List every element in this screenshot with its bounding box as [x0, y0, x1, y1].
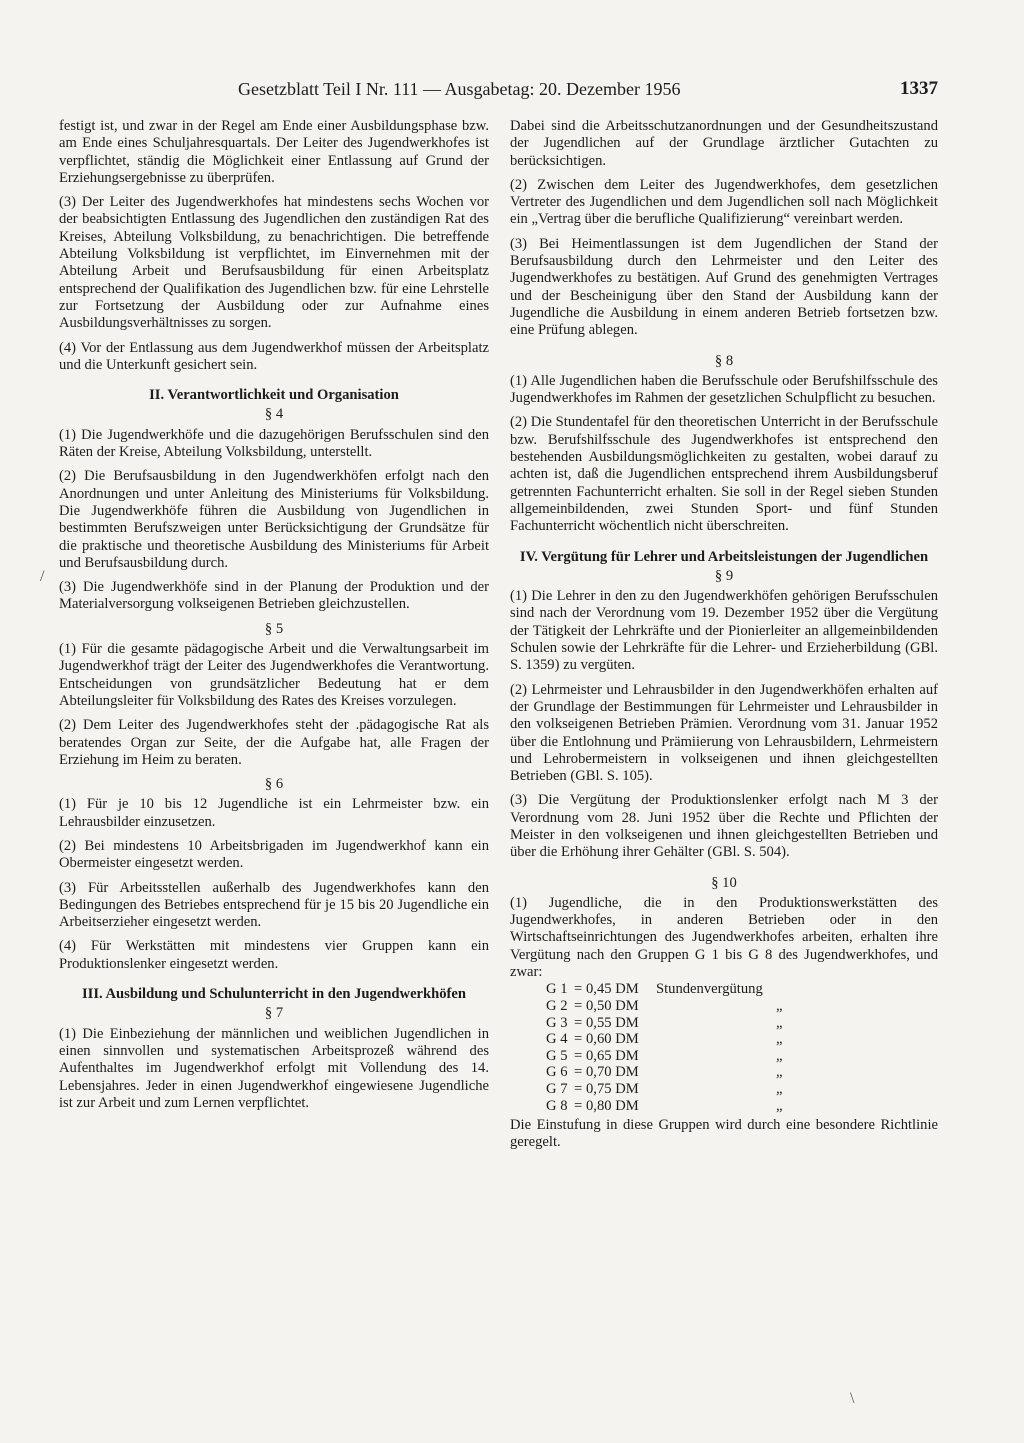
table-cell-value: 0,65 DM	[586, 1047, 639, 1064]
header-title: Gesetzblatt Teil I Nr. 111 — Ausgabetag: 20. Dezember 1956	[238, 79, 681, 99]
table-cell-eq: =	[574, 981, 583, 998]
pay-groups-table	[546, 981, 786, 1114]
table-cell-eq: =	[574, 1080, 583, 1097]
section-number: § 6	[264, 776, 284, 793]
table-row	[546, 1031, 786, 1048]
left-column	[59, 118, 489, 1119]
paragraph: (1) Für die gesamte pädagogische Arbeit und die Verwaltungsarbeit im Jugendwerkhof trägt der Leiter des Jugendwerkhofes die Verantwortung. Entscheidungen von grundsätzlicher Bedeutung hat er dem Abteilungsleiter für Volksbildung des Rates des Kreises vorzulegen.	[59, 641, 489, 709]
table-row	[546, 981, 786, 998]
paragraph: (1) Jugendliche, die in den Produktionswerkstätten des Jugendwerkhofes, in anderen Betrieben oder in den Wirtschaftseinrichtungen des Jugendwerkhofes arbeiten, erhalten ihre Vergütung nach den Gruppen G 1 bis G 8 des Jugendwerkhofes, und zwar:	[510, 894, 938, 981]
paragraph: (4) Für Werkstätten mit mindestens vier Gruppen kann ein Produktionslenker eingesetzt werden.	[59, 938, 489, 972]
table-cell-group: G 8	[546, 1097, 568, 1114]
table-cell-unit: „	[776, 1097, 783, 1114]
table-row	[546, 1098, 786, 1115]
section-heading: III. Ausbildung und Schulunterricht in den Jugendwerkhöfen	[81, 986, 467, 1003]
table-cell-group: G 2	[546, 997, 568, 1014]
paragraph: (1) Die Jugendwerkhöfe und die dazugehörigen Berufsschulen sind den Räten der Kreise, Abteilung Volksbildung, unterstellt.	[59, 426, 489, 461]
table-cell-unit: „	[776, 1014, 783, 1031]
paragraph: Die Einstufung in diese Gruppen wird durch eine besondere Richtlinie geregelt.	[510, 1117, 938, 1151]
paragraph: (3) Bei Heimentlassungen ist dem Jugendlichen der Stand der Berufsausbildung durch den Lehrmeister und den Leiter des Jugendwerkhofes zu bestätigen. Auf Grund des genehmigten Vertrages und der Bescheinigung über den Stand der Ausbildung kann der Jugendliche die Ausbildung in einem anderen Betrieb fortsetzen bzw. eine Prüfung ablegen.	[510, 235, 938, 339]
table-cell-eq: =	[574, 1064, 583, 1081]
paragraph: (1) Die Lehrer in den zu den Jugendwerkhöfen gehörigen Berufsschulen sind nach der Verordnung vom 19. Dezember 1952 über die Vergütung der Tätigkeit der Lehrkräfte und der Pionierleiter an allgemeinbildenden Schulen sowie der Lehrkräfte für die Lehrer- und Erzieherbildung (GBl. S. 1359) zu vergüten.	[510, 588, 938, 674]
table-cell-group: G 5	[546, 1047, 568, 1064]
table-cell-eq: =	[574, 1097, 583, 1114]
paragraph: (3) Der Leiter des Jugendwerkhofes hat mindestens sechs Wochen vor der beabsichtigten Entlassung des Jugendlichen den zuständigen Rat des Kreises, Abteilung Volksbildung, zu benachrichtigen. Die betreffende Abteilung Volksbildung ist verpflichtet, im Einvernehmen mit der Abteilung Arbeit und Berufsausbildung für einen Arbeitsplatz entsprechend der Qualifikation des Jugendlichen bzw. für eine Lehrstelle zur Fortsetzung der Ausbildung oder zur Aufnahme eines Ausbildungsverhältnisses zu sorgen.	[59, 194, 489, 332]
table-cell-eq: =	[574, 1047, 583, 1064]
paragraph: (2) Bei mindestens 10 Arbeitsbrigaden im Jugendwerkhof kann ein Obermeister eingesetzt werden.	[59, 837, 489, 872]
section-number: § 7	[264, 1005, 284, 1022]
table-cell-group: G 1	[546, 981, 568, 998]
paragraph: (1) Für je 10 bis 12 Jugendliche ist ein Lehrmeister bzw. ein Lehrausbilder einzusetzen.	[59, 796, 489, 830]
margin-mark: \	[850, 1390, 855, 1407]
paragraph: festigt ist, und zwar in der Regel am Ende einer Ausbildungsphase bzw. am Ende eines Schuljahresquartals. Der Leiter des Jugendwerkhofes ist verpflichtet, ständig die Möglichkeit einer Entlassung auf Grund der Erziehungsergebnisse zu überprüfen.	[59, 118, 489, 186]
table-cell-eq: =	[574, 997, 583, 1014]
table-cell-group: G 4	[546, 1031, 568, 1048]
table-cell-unit: „	[776, 1064, 783, 1081]
paragraph: (2) Zwischen dem Leiter des Jugendwerkhofes, dem gesetzlichen Vertreter des Jugendlichen und dem Jugendlichen soll nach Möglichkeit ein „Vertrag über die berufliche Qualifizierung“ vereinbart werden.	[510, 176, 938, 228]
table-cell-value: 0,55 DM	[586, 1014, 639, 1031]
table-cell-group: G 7	[546, 1080, 568, 1097]
section-heading: IV. Vergütung für Lehrer und Arbeitsleistungen der Jugendlichen	[519, 548, 929, 565]
table-cell-unit: „	[776, 1047, 783, 1064]
right-column	[510, 118, 938, 1159]
paragraph: (3) Die Vergütung der Produktionslenker erfolgt nach M 3 der Verordnung vom 28. Juni 1952 über die Rechte und Pflichten der Meister in den volkseigenen und ihnen gleichgestellten Betrieben und über die Erhöhung ihrer Gehälter (GBl. S. 504).	[510, 792, 938, 861]
table-row	[546, 1048, 786, 1065]
table-cell-unit: „	[776, 997, 783, 1014]
table-cell-value: 0,70 DM	[586, 1064, 639, 1081]
page-header	[238, 76, 938, 102]
table-cell-value: 0,60 DM	[586, 1031, 639, 1048]
section-number: § 8	[714, 352, 734, 369]
table-row	[546, 998, 786, 1015]
table-cell-group: G 3	[546, 1014, 568, 1031]
table-row	[546, 1064, 786, 1081]
paragraph: Dabei sind die Arbeitsschutzanordnungen und der Gesundheitszustand der Jugendlichen auf der Grundlage ärztlicher Gutachten zu berücksichtigen.	[510, 118, 938, 169]
table-row	[546, 1015, 786, 1032]
section-heading: II. Verantwortlichkeit und Organisation	[149, 387, 399, 404]
margin-mark: /	[40, 568, 45, 585]
section-number: § 4	[264, 406, 284, 423]
table-cell-value: 0,80 DM	[586, 1097, 639, 1114]
paragraph: (2) Lehrmeister und Lehrausbilder in den Jugendwerkhöfen erhalten auf der Grundlage der Bestimmungen für Lehrmeister und Lehrausbilder in den volkseigenen Betrieben Prämien. Verordnung vom 31. Januar 1952 über die Entlohnung und Prämiierung von Lehrausbildern, Lehrmeistern und Lehrobermeistern in volkseigenen und ihnen gleichgestellten Betrieben (GBl. S. 105).	[510, 681, 938, 785]
table-cell-eq: =	[574, 1031, 583, 1048]
page-number: 1337	[900, 78, 938, 99]
paragraph: (3) Die Jugendwerkhöfe sind in der Planung der Produktion und der Materialversorgung volkseigenen Betrieben gleichzustellen.	[59, 579, 489, 613]
table-cell-group: G 6	[546, 1064, 568, 1081]
paragraph: (1) Alle Jugendlichen haben die Berufsschule oder Berufshilfsschule des Jugendwerkhofes im Rahmen der gesetzlichen Schulpflicht zu besuchen.	[510, 372, 938, 407]
table-cell-value: 0,75 DM	[586, 1080, 639, 1097]
section-number: § 10	[711, 874, 737, 891]
table-cell-unit: Stundenvergütung	[656, 981, 763, 998]
section-number: § 5	[264, 620, 284, 637]
paragraph: (2) Die Stundentafel für den theoretischen Unterricht in der Berufsschule bzw. Berufshilfsschule des Jugendwerkhofes ist entsprechend den bestehenden Ausbildungsmöglichkeiten zu gestalten, wobei darauf zu achten ist, daß die Jugendlichen entsprechend ihrem Ausbildungsberuf getrennten Fachunterricht erhalten. Sie soll in der Regel sieben Stunden allgemeinbildenden, zwei Stunden Sport- und fünf Stunden Fachunterricht wöchentlich nicht überschreiten.	[510, 414, 938, 535]
table-cell-eq: =	[574, 1014, 583, 1031]
paragraph: (4) Vor der Entlassung aus dem Jugendwerkhof müssen der Arbeitsplatz und die Unterkunft gesichert sein.	[59, 339, 489, 373]
table-cell-unit: „	[776, 1080, 783, 1097]
paragraph: (1) Die Einbeziehung der männlichen und weiblichen Jugendlichen in einen sinnvollen und systematischen Arbeitsprozeß während des Aufenthaltes im Jugendwerkhof erfolgt mit Vollendung des 14. Lebensjahres. Jeder in einen Jugendwerkhof eingewiesene Jugendliche ist zur Arbeit und zum Lernen verpflichtet.	[59, 1025, 489, 1111]
section-number: § 9	[714, 567, 734, 584]
table-cell-value: 0,45 DM	[586, 981, 639, 998]
paragraph: (3) Für Arbeitsstellen außerhalb des Jugendwerkhofes kann den Bedingungen des Betriebes entsprechend für je 15 bis 20 Jugendliche ein Arbeitserzieher eingesetzt werden.	[59, 879, 489, 931]
paragraph: (2) Dem Leiter des Jugendwerkhofes steht der .pädagogische Rat als beratendes Organ zur Seite, der die Aufgabe hat, alle Fragen der Erziehung im Heim zu beraten.	[59, 717, 489, 768]
paragraph: (2) Die Berufsausbildung in den Jugendwerkhöfen erfolgt nach den Anordnungen und unter Anleitung des Ministeriums für Volksbildung. Die Jugendwerkhöfe führen die Ausbildung von Jugendlichen in bestimmten Berufszweigen unter Berücksichtigung der Grundsätze für die praktische und theoretische Ausbildung des Ministeriums für Arbeit und Berufsausbildung durch.	[59, 468, 489, 571]
table-cell-unit: „	[776, 1031, 783, 1048]
table-row	[546, 1081, 786, 1098]
table-cell-value: 0,50 DM	[586, 997, 639, 1014]
